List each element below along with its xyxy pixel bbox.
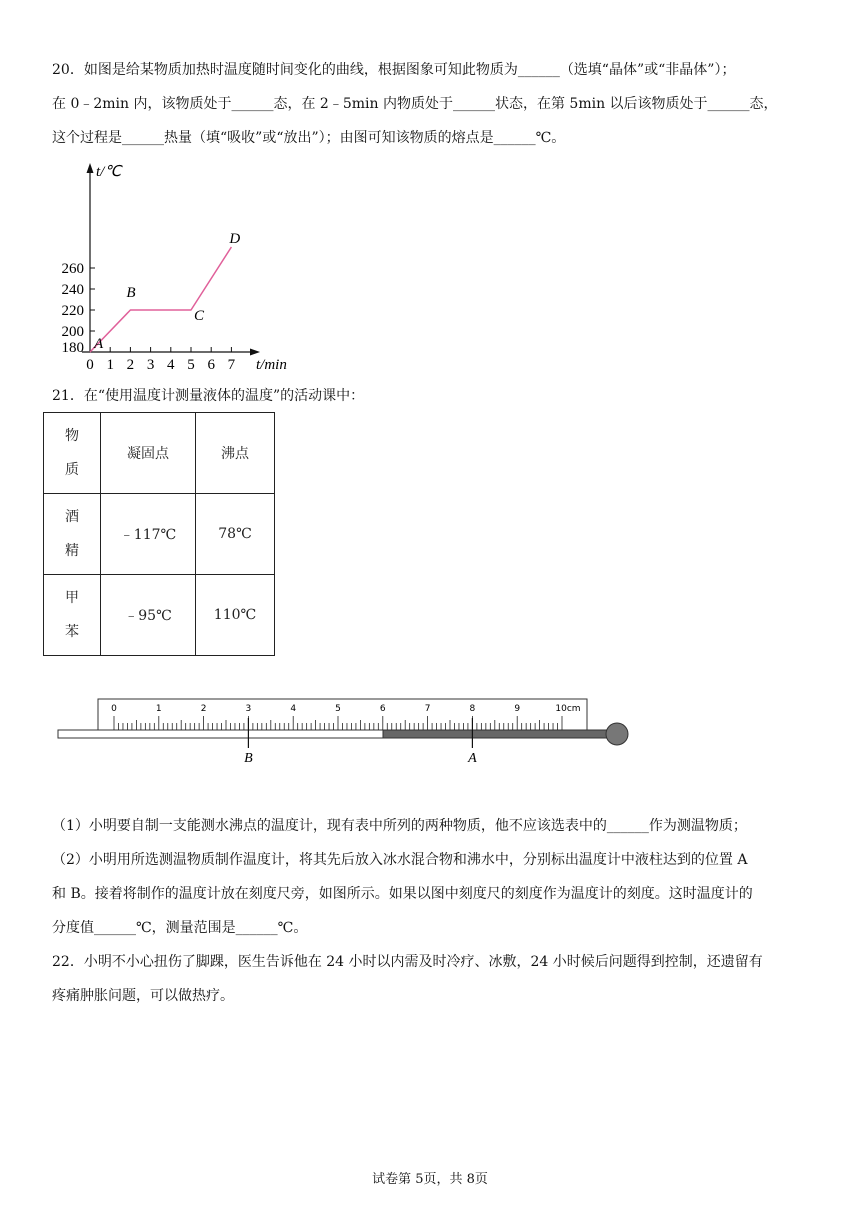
x-tick-label: 0: [86, 357, 94, 373]
y-tick-label: 200: [61, 324, 84, 340]
cell-alcohol-freezing: ﹣117℃: [101, 494, 196, 575]
cell-toluene-freezing: ﹣95℃: [101, 575, 196, 656]
x-tick-label: 5: [187, 357, 195, 373]
q21-part2-line1: （2）小明用所选测温物质制作温度计，将其先后放入冰水混合物和沸水中，分别标出温度计中液柱达到的位置 A: [52, 852, 748, 868]
q22-text-line1: 22．小明不小心扭伤了脚踝，医生告诉他在 24 小时以内需及时冷疗、冰敷，24 小时候后问题得到控制，还遗留有: [52, 954, 763, 970]
header-freezing-point: 凝固点: [101, 413, 196, 494]
temperature-time-graph: [52, 160, 302, 375]
ruler-label: 10cm: [555, 704, 581, 714]
point-label: C: [194, 308, 205, 324]
liquid-column: [383, 730, 614, 738]
ruler-label: 5: [335, 704, 341, 714]
q20-text-line1: 20．如图是给某物质加热时温度随时间变化的曲线，根据图象可知此物质为______（选填“晶体”或“非晶体”）；: [52, 62, 736, 78]
cell-toluene-boiling: 110℃: [196, 575, 275, 656]
x-tick-label: 6: [207, 357, 215, 373]
y-tick-label: 220: [61, 303, 84, 319]
ruler-thermometer-figure: [52, 688, 642, 778]
cell-substance-alcohol-label: 酒 精: [65, 509, 79, 559]
header-substance-label: 物 质: [65, 428, 79, 478]
y-axis-label: t/℃: [96, 164, 122, 180]
marker-b-label: B: [244, 751, 253, 766]
ruler-label: 2: [200, 704, 207, 714]
cell-substance-toluene-label: 甲 苯: [65, 590, 79, 640]
q20-text-line2: 在 0﹣2min 内，该物质处于______态，在 2﹣5min 内物质处于______状态，在第 5min 以后该物质处于______态，: [52, 96, 778, 112]
q21-part2-line3: 分度值______℃，测量范围是______℃。: [52, 920, 308, 936]
substance-property-table: [43, 412, 275, 656]
ruler-label: 0: [111, 704, 117, 714]
x-axis-arrow: [250, 349, 260, 356]
ruler-label: 6: [379, 704, 386, 714]
q22-text-line2: 疼痛肿胀问题，可以做热疗。: [52, 988, 234, 1004]
cell-substance-toluene: [44, 575, 101, 656]
point-label: D: [229, 231, 241, 247]
x-tick-label: 4: [167, 357, 175, 373]
ruler-label: 4: [290, 704, 297, 714]
x-tick-label: 1: [106, 357, 114, 373]
marker-a-label: A: [468, 751, 477, 766]
y-tick-label: 180: [61, 340, 84, 356]
q21-part2-line2: 和 B。接着将制作的温度计放在刻度尺旁，如图所示。如果以图中刻度尺的刻度作为温度计的刻度。这时温度计的: [52, 886, 753, 902]
header-boiling-point: 沸点: [196, 413, 275, 494]
q21-intro: 21．在“使用温度计测量液体的温度”的活动课中：: [52, 388, 365, 404]
x-axis-label: t/min: [256, 357, 287, 373]
x-tick-label: 3: [146, 357, 155, 373]
ruler-label: 9: [514, 704, 521, 714]
x-tick-label: 7: [227, 357, 236, 373]
ruler-label: 3: [245, 704, 252, 714]
table-header-row: [44, 413, 275, 494]
ruler-label: 8: [469, 704, 476, 714]
y-tick-label: 260: [61, 261, 84, 277]
y-tick-label: 240: [61, 282, 84, 298]
point-label: A: [94, 336, 104, 352]
ruler-label: 7: [424, 704, 431, 714]
y-axis-arrow: [87, 163, 94, 173]
point-label: B: [126, 285, 136, 301]
cell-alcohol-boiling: 78℃: [196, 494, 275, 575]
thermometer-bulb: [606, 723, 628, 745]
cell-substance-alcohol: [44, 494, 101, 575]
header-substance: [44, 413, 101, 494]
table-row: [44, 575, 275, 656]
ruler-label: 1: [155, 704, 162, 714]
table-row: [44, 494, 275, 575]
page-footer: 试卷第 5页，共 8页: [372, 1172, 488, 1187]
q21-part1: （1）小明要自制一支能测水沸点的温度计，现有表中所列的两种物质，他不应该选表中的______作为测温物质；: [52, 818, 747, 834]
q20-text-line3: 这个过程是______热量（填“吸收”或“放出”）；由图可知该物质的熔点是______℃。: [52, 130, 566, 146]
heating-curve: [90, 247, 231, 352]
x-tick-label: 2: [126, 357, 135, 373]
